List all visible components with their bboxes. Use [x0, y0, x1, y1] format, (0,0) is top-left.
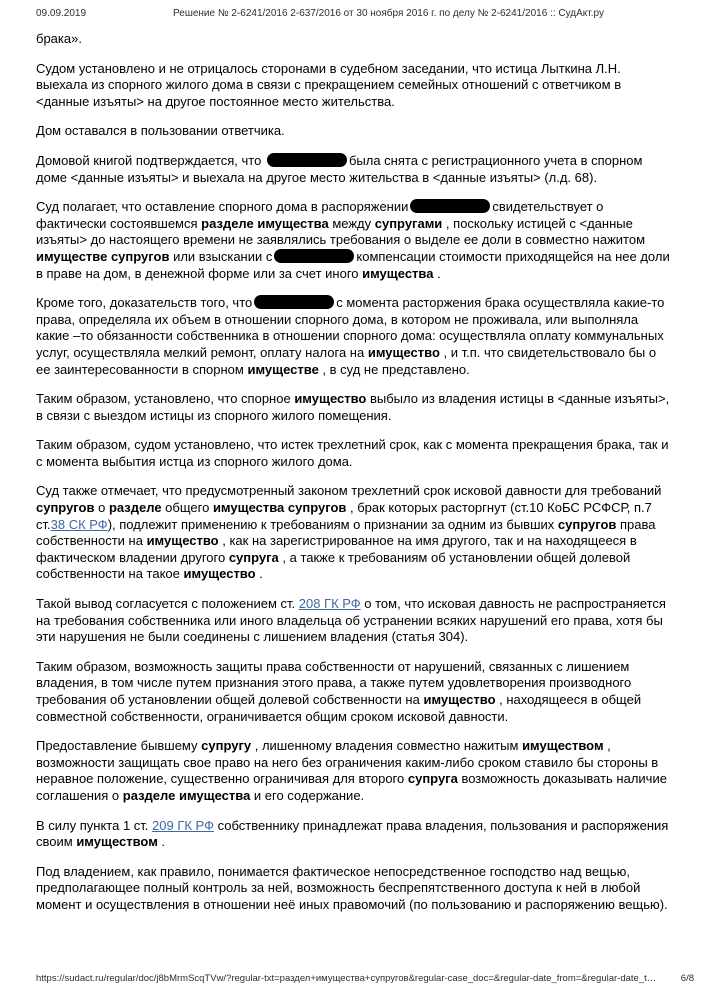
body-text: Суд полагает, что оставление спорного дома в распоряжении: [36, 199, 409, 215]
paragraph: [36, 391, 673, 424]
body-text: .: [255, 566, 263, 582]
body-text: была снята с регистрационного учета в спорном доме <данные изъяты> и выехала на другое место жительства в <данные изъяты> (л.д. 68).: [36, 152, 643, 185]
body-text: В силу пункта 1 ст.: [36, 817, 153, 833]
paragraph: [36, 818, 673, 851]
paragraph: [36, 483, 673, 583]
body-text: Суд также отмечает, что предусмотренный законом трехлетний срок исковой давности для требований: [36, 483, 662, 499]
page-title: Решение № 2-6241/2016 2-637/2016 от 30 ноября 2016 г. по делу № 2-6241/2016 :: СудАкт.ру: [173, 8, 604, 19]
redaction-bar: [254, 295, 334, 309]
law-article-link[interactable]: 209 ГК РФ: [152, 817, 214, 833]
body-text: брака».: [36, 31, 82, 46]
redaction-bar: [274, 249, 354, 263]
paragraph: [36, 31, 673, 48]
body-text: , и т.п. что свидетельствовало бы о ее заинтересованности в спорном: [36, 344, 657, 377]
body-text: , брак которых расторгнут (ст.10 КоБС РСФСР, п.7 ст.: [36, 500, 652, 532]
body-text: .: [433, 265, 441, 281]
body-text: , а также к требованиям об установлении общей долевой собственности на такое: [36, 549, 631, 582]
body-text: Домовой книгой подтверждается, что: [36, 152, 265, 168]
paragraph: [36, 437, 673, 470]
body-text: ), подлежит применению к требованиям о признании за одним из бывших: [107, 516, 558, 532]
print-header: [36, 8, 671, 22]
paragraph: [36, 61, 673, 111]
body-text: права собственности на: [36, 516, 656, 549]
search-highlight-term: разделе: [108, 500, 162, 516]
paragraph: [36, 659, 673, 725]
body-text: между: [328, 215, 375, 231]
body-text: Под владением, как правило, понимается фактическое непосредственное господство над вещью, предполагающее полный контроль за ней, возможность беспрепятственного доступа к ней в любой момент и осуществления в отношении неё иных правомочий (по пользованию и распоряжению вещью).: [36, 863, 668, 912]
law-article-link[interactable]: 38 СК РФ: [50, 516, 108, 532]
body-text: о: [94, 500, 109, 516]
body-text: Таким образом, судом установлено, что истек трехлетний срок, как с момента прекращения брака, так и с момента выбытия истца из спорного жилого дома.: [36, 437, 669, 469]
body-text: , поскольку истицей с <данные изъяты> до настоящего времени не заявлялись требования о выделе ее доли в совместно нажитом: [36, 215, 646, 248]
document-body: [36, 31, 673, 927]
search-highlight-term: имуществом: [522, 738, 604, 754]
paragraph: [36, 123, 673, 140]
law-article-link[interactable]: 208 ГК РФ: [298, 596, 361, 612]
source-url: https://sudact.ru/regular/doc/j8bMrmScqTVw/?regular-txt=раздел+имущества+супругов&regular-case_doc=&regular-date_from=&regular-date_t…: [36, 973, 657, 984]
body-text: общего: [161, 500, 213, 516]
search-highlight-term: имущества супругов: [212, 500, 347, 516]
body-text: Таким образом, возможность защиты права собственности от нарушений, связанных с лишением владения, в том числе путем признания этого права, а также путем удовлетворения производного требования об установлении общей долевой собственности на: [36, 658, 632, 707]
body-text: , в суд не представлено.: [318, 361, 470, 377]
print-date: 09.09.2019: [36, 8, 87, 19]
search-highlight-term: супруга: [407, 771, 458, 787]
body-text: и его содержание.: [250, 787, 365, 803]
body-text: возможность доказывать наличие соглашения о: [36, 771, 667, 803]
body-text: Кроме того, доказательств того, что: [36, 295, 253, 311]
paragraph: [36, 738, 673, 804]
body-text: компенсации стоимости приходящейся на нее доли в праве на дом, в денежной форме или за счет иного: [36, 248, 670, 281]
search-highlight-term: имущество: [183, 566, 256, 582]
search-highlight-term: имущество: [367, 344, 440, 360]
search-highlight-term: супругов: [557, 516, 617, 532]
body-text: или взыскании с: [169, 248, 273, 264]
body-text: Таким образом, установлено, что спорное: [36, 391, 295, 407]
search-highlight-term: имущество: [423, 692, 496, 707]
search-highlight-term: супругами: [374, 215, 443, 231]
redaction-bar: [267, 153, 347, 167]
search-highlight-term: имуществе: [247, 361, 319, 377]
search-highlight-term: имущество: [294, 391, 367, 407]
paragraph: [36, 153, 673, 186]
body-text: Судом установлено и не отрицалось сторонами в судебном заседании, что истица Лыткина Л.Н. выехала из спорного жилого дома в связи с прекращением семейных отношений с ответчиком в <данные изъяты> на другое постоянное место жительства.: [36, 60, 622, 109]
paragraph: [36, 596, 673, 646]
body-text: .: [157, 834, 166, 850]
search-highlight-term: имущества: [362, 265, 434, 281]
search-highlight-term: супругу: [201, 738, 252, 754]
redaction-bar: [410, 199, 490, 213]
paragraph: [36, 864, 673, 914]
paragraph: [36, 199, 673, 282]
body-text: с момента расторжения брака осуществляла какие-то права, определяла их объем в отношении спорного дома, в котором не проживала, или выполняла какие –то обязанности собственника в отношении спорного дома: осуществляла оплату коммунальных услуг, осуществляла мелкий ремонт, оплату налога на: [36, 295, 665, 360]
body-text: Дом оставался в пользовании ответчика.: [36, 123, 285, 139]
paragraph: [36, 295, 673, 378]
print-footer: [36, 973, 694, 984]
search-highlight-term: имуществе супругов: [36, 248, 170, 264]
search-highlight-term: супруга: [228, 549, 279, 565]
body-text: Такой вывод согласуется с положением ст.: [36, 596, 299, 612]
search-highlight-term: супругов: [36, 500, 95, 516]
body-text: , возможности защищать свое право на него без ограничения каким-либо сроком ставило бы стороны в неравное положение, существенно ограничивая для второго: [36, 738, 659, 787]
body-text: свидетельствует о фактически состоявшемся: [36, 199, 604, 231]
search-highlight-term: разделе имущества: [201, 215, 329, 231]
page-number: 6/8: [680, 973, 694, 984]
body-text: , как на зарегистрированное на имя другого, так и на находящееся в фактическом владении другого: [36, 533, 637, 565]
body-text: Предоставление бывшему: [36, 738, 202, 754]
body-text: выбыло из владения истицы в <данные изъяты>, в связи с выездом истицы из спорного жилого помещения.: [36, 391, 670, 423]
body-text: , лишенному владения совместно нажитым: [251, 738, 523, 754]
body-text: , находящееся в общей совместной собственности, ограничивается общим сроком исковой давности.: [36, 692, 642, 724]
search-highlight-term: имуществом: [76, 834, 158, 850]
body-text: о том, что исковая давность не распространяется на требования собственника или иного владельца об устранении всяких нарушений его права, хотя бы эти нарушения не были соединены с лишением владения (статья 304).: [36, 596, 666, 645]
search-highlight-term: имущество: [146, 533, 219, 549]
search-highlight-term: разделе имущества: [122, 787, 251, 803]
body-text: собственнику принадлежат права владения, пользования и распоряжения своим: [36, 817, 669, 850]
